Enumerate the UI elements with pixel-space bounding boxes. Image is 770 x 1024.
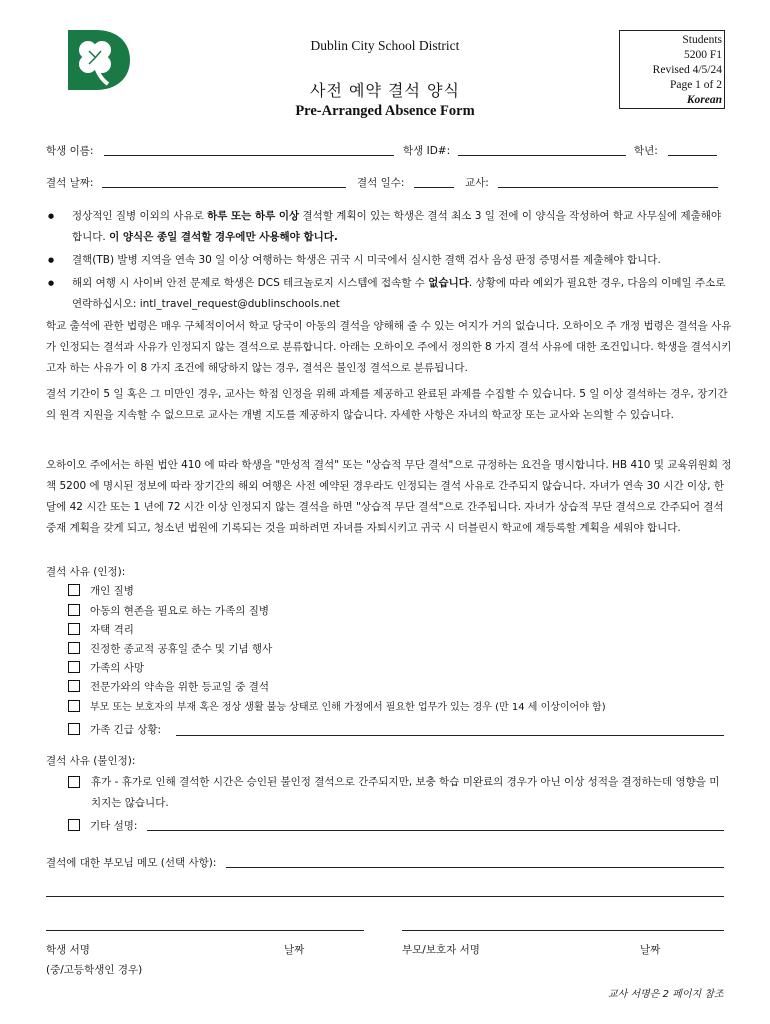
excused-option-illness[interactable]: 개인 질병 (68, 583, 134, 598)
form-info-box (619, 30, 725, 109)
instruction-item: ● 정상적인 질병 이외의 사유로 하루 또는 하루 이상 결석할 계획이 있는 학생은 결석 최소 3 일 전에 이 양식을 작성하여 학교 사무실에 제출해야 합니다. 이 양식은 종일 결석할 경우에만 사용해야 합니다. (48, 206, 728, 248)
checkbox[interactable] (68, 604, 80, 616)
form-title-korean: 사전 예약 결석 양식 (310, 81, 460, 100)
instruction-item: ● 결핵(TB) 발병 지역을 연속 30 일 이상 여행하는 학생은 귀국 시 미국에서 실시한 결핵 검사 음성 판정 증명서를 제출해야 합니다. (48, 250, 728, 271)
checkbox[interactable] (68, 642, 80, 654)
unexcused-heading: 결석 사유 (불인정): (46, 755, 136, 767)
revision-date: Revised 4/5/24 (652, 64, 722, 76)
absence-dates-label: 결석 날짜: (46, 177, 94, 189)
teacher-signature-note: 교사 서명은 2 페이지 참조 (608, 989, 724, 1000)
teacher-label: 교사: (465, 177, 489, 189)
checkbox[interactable] (68, 723, 80, 735)
grade-label: 학년: (634, 145, 658, 157)
vacation-text: 휴가 - 휴가로 인해 결석한 시간은 승인된 불인정 결석으로 간주되지만, 보충 학습 미완료의 경우가 아닌 이상 성적을 결정하는데 영향을 미치지는 않습니다. (91, 776, 720, 809)
parent-note-field-line-2[interactable] (46, 884, 724, 897)
absence-dates-field[interactable] (102, 175, 346, 188)
checkbox[interactable] (68, 819, 80, 831)
grade-field[interactable] (668, 143, 717, 156)
student-id-field[interactable] (458, 143, 626, 156)
parent-signature-label: 부모/보호자 서명 (402, 944, 480, 956)
assignment-paragraph: 결석 기간이 5 일 혹은 그 미만인 경우, 교사는 학점 인정을 위해 과제를 제공하고 완료된 과제를 수집할 수 있습니다. 5 일 이상 결석하는 경우, 장기간의 원격 지원을 지속할 수 없으므로 교사는 개별 지도를 제공하지 않습니다. 자세한 사항은 자녀의 학교장 또는 교사와 논의할 수 있습니다. (46, 388, 728, 421)
policy-number: 5200 F1 (683, 49, 722, 61)
family-emergency-field[interactable] (176, 723, 724, 736)
dublin-shamrock-d-logo-icon (66, 28, 132, 92)
student-signature-label: 학생 서명 (46, 944, 90, 956)
excused-option-professional-appointment[interactable]: 전문가와의 약속을 위한 등교일 중 결석 (68, 679, 269, 694)
page-number: Page 1 of 2 (669, 79, 722, 91)
parent-signature-field[interactable] (402, 918, 724, 931)
excused-option-family-illness[interactable]: 아동의 현존을 필요로 하는 가족의 질병 (68, 603, 269, 618)
checkbox[interactable] (68, 776, 80, 788)
excused-option-family-emergency[interactable]: 가족 긴급 상황: (68, 722, 161, 737)
excused-option-needed-at-home[interactable]: 부모 또는 보호자의 부재 혹은 정상 생활 불능 상태로 인해 가정에서 필요한 업무가 있는 경우 (만 14 세 이상이어야 함) (68, 698, 606, 713)
instruction-item: ● 해외 여행 시 사이버 안전 문제로 학생은 DCS 테크놀로지 시스템에 접속할 수 없습니다. 상황에 따라 예외가 필요한 경우, 다음의 이메일 주소로 연락하십시오: intl_travel_request@dublinschools.net (48, 273, 728, 315)
student-date-label: 날짜 (284, 944, 305, 956)
checkbox[interactable] (68, 680, 80, 692)
checkbox[interactable] (68, 623, 80, 635)
student-name-label: 학생 이름: (46, 145, 94, 157)
student-id-label: 학생 ID#: (403, 145, 451, 157)
teacher-field[interactable] (498, 175, 718, 188)
excused-option-quarantine[interactable]: 자택 격리 (68, 622, 134, 637)
excused-option-death-in-family[interactable]: 가족의 사망 (68, 660, 144, 675)
student-signature-note: (중/고등학생인 경우) (46, 964, 143, 976)
checkbox[interactable] (68, 584, 80, 596)
district-logo (66, 28, 132, 92)
other-explanation-field[interactable] (147, 818, 724, 831)
parent-note-field-line-1[interactable] (226, 855, 724, 868)
parent-date-label: 날짜 (640, 944, 661, 956)
policy-category: Students (682, 34, 722, 46)
instruction-list (48, 206, 728, 317)
district-name: Dublin City School District (310, 38, 460, 53)
absence-days-label: 결석 일수: (357, 177, 405, 189)
language-label: Korean (686, 94, 722, 106)
truancy-paragraph: 오하이오 주에서는 하원 법안 410 에 따라 학생을 "만성적 결석" 또는 "상습적 무단 결석"으로 규정하는 요건을 명시합니다. HB 410 및 교육위원회 정책 5200 에 명시된 정보에 따라 장기간의 해외 여행은 사전 예약된 경우라도 인정되는 결석 사유로 간주되지 않습니다. 자녀가 연속 30 시간 이상, 한 달에 42 시간 또는 1 년에 72 시간 이상 인정되지 않는 결석을 하면 "상습적 무단 결석"으로 간주됩니다. 자녀가 상습적 무단 결석으로 간주되어 결석 중재 계획을 갖게 되고, 청소년 법원에 기록되는 것을 피하려면 자녀를 자퇴시키고 귀국 시 더블린시 학교에 재등록할 계획을 세워야 합니다. (46, 459, 732, 534)
excused-option-religious-holiday[interactable]: 진정한 종교적 공휴일 준수 및 기념 행사 (68, 641, 272, 656)
parent-note-label: 결석에 대한 부모님 메모 (선택 사항): (46, 857, 217, 869)
form-title-english: Pre-Arranged Absence Form (295, 103, 475, 119)
unexcused-option-other[interactable]: 기타 설명: (68, 818, 137, 833)
absence-days-field[interactable] (414, 175, 454, 188)
student-name-field[interactable] (104, 143, 394, 156)
attendance-law-paragraph: 학교 출석에 관한 법령은 매우 구체적이어서 학교 당국이 아동의 결석을 양해해 줄 수 있는 여지가 거의 없습니다. 오하이오 주 개정 법령은 결석을 사유가 인정되는 결석과 사유가 인정되지 않는 결석으로 분류합니다. 아래는 오하이오 주에서 정의한 8 가지 결석 사유에 대한 조건입니다. 학생을 결석시키고자 하는 사유가 이 8 가지 조건에 해당하지 않는 경우, 결석은 불인정 결석으로 분류됩니다. (46, 320, 732, 374)
excused-heading: 결석 사유 (인정): (46, 566, 126, 578)
unexcused-option-vacation[interactable] (68, 772, 728, 814)
checkbox[interactable] (68, 661, 80, 673)
checkbox[interactable] (68, 700, 80, 712)
student-signature-field[interactable] (46, 918, 364, 931)
